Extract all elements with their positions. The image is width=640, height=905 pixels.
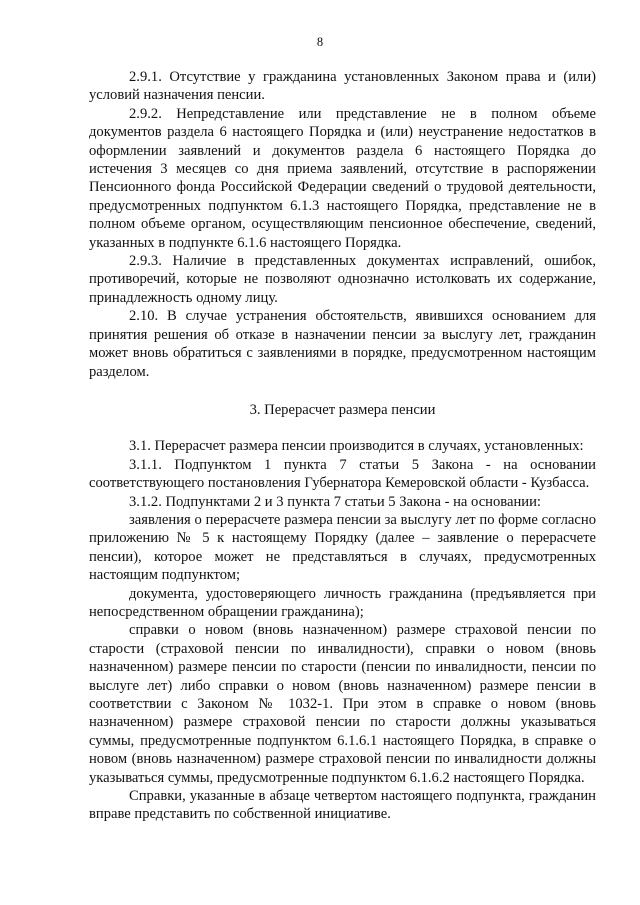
paragraph-application: заявления о перерасчете размера пенсии за выслугу лет по форме согласно приложению № 5 к настоящему Порядку (далее – заявление о перерасчете пенсии), которое может не представляться в случаях, предусмотренных настоящим подпунктом; [89,511,596,584]
paragraph-identity-document: документа, удостоверяющего личность гражданина (предъявляется при непосредственном обращении гражданина); [89,585,596,620]
document-body [89,68,596,824]
paragraph-2-9-2: 2.9.2. Непредставление или представление не в полном объеме документов раздела 6 настоящего Порядка и (или) неустранение недостатков в оформлении заявлений и документов раздела 6 настоящего Порядка до истечения 3 месяцев со дня приема заявлений, отсутствие в распоряжении Пенсионного фонда Российской Федерации сведений о трудовой деятельности, предусмотренных подпунктом 6.1.3 настоящего Порядка, представление не в полном объеме органом, осуществляющим пенсионное обеспечение, сведений, указанных в подпункте 6.1.6 настоящего Порядка. [89,105,596,251]
paragraph-3-1-1: 3.1.1. Подпунктом 1 пункта 7 статьи 5 Закона - на основании соответствующего постановления Губернатора Кемеровской области - Кузбасса. [89,456,596,492]
paragraph-3-1-2: 3.1.2. Подпунктами 2 и 3 пункта 7 статьи 5 Закона - на основании: [129,493,541,510]
page-number: 8 [316,35,324,49]
paragraph-3-1: 3.1. Перерасчет размера пенсии производится в случаях, установленных: [129,438,584,455]
paragraph-2-10: 2.10. В случае устранения обстоятельств, явившихся основанием для принятия решения об отказе в назначении пенсии за выслугу лет, гражданин может вновь обратиться с заявлениями в порядке, предусмотренном настоящим разделом. [89,308,596,380]
section-heading: 3. Перерасчет размера пенсии [249,401,436,418]
paragraph-2-9-3: 2.9.3. Наличие в представленных документах исправлений, ошибок, противоречий, которые не позволяют однозначно истолковать их содержание, принадлежность одному лицу. [89,253,596,306]
paragraph-pension-certificates: справки о новом (вновь назначенном) размере страховой пенсии по старости (страховой пенсии по инвалидности), справки о новом (вновь назначенном) размере пенсии по старости (пенсии по инвалидности, пенсии по выслуге лет) либо справки о новом (вновь назначенном) размере пенсии в соответствии с Законом № 1032-1. При этом в справке о новом (вновь назначенном) размере страховой пенсии по старости должны указываться суммы, предусмотренные подпунктом 6.1.6.1 настоящего Порядка, в справке о новом (вновь назначенном) размере страховой пенсии по инвалидности должны указываться суммы, предусмотренные подпунктом 6.1.6.2 настоящего Порядка. [89,622,596,786]
paragraph-own-initiative: Справки, указанные в абзаце четвертом настоящего подпункта, гражданин вправе представить по собственной инициативе. [89,788,596,823]
paragraph-2-9-1: 2.9.1. Отсутствие у гражданина установленных Законом права и (или) условий назначения пенсии. [89,69,596,104]
